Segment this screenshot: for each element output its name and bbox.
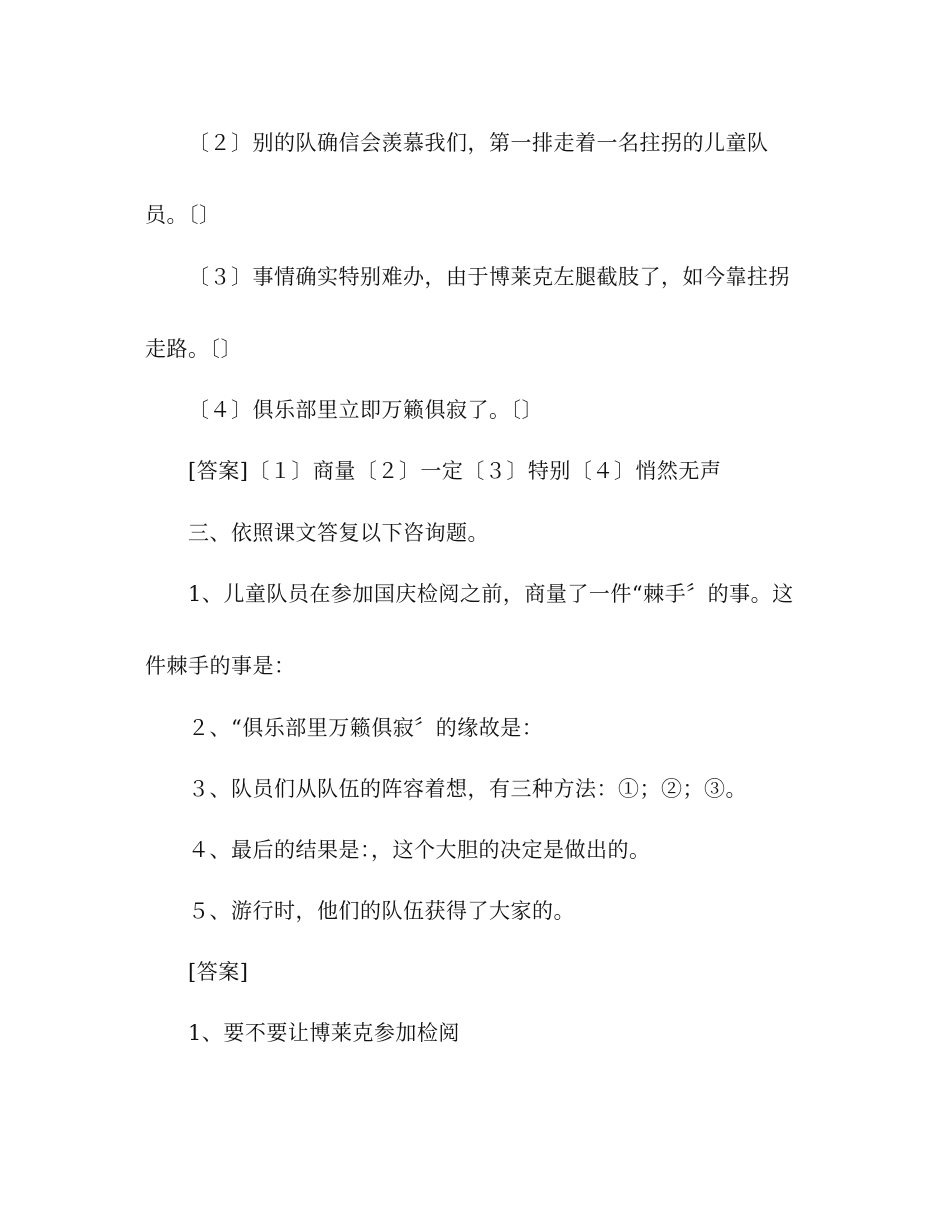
exercise-2-line-1: 〔２〕别的队确信会羡慕我们，第一排走着一名拄拐的儿童队 (188, 131, 769, 155)
answer-heading-part-3: [答案] (188, 960, 249, 984)
question-1-line-1: 1、儿童队员在参加国庆检阅之前，商量了一件“棘手〞的事。这 (188, 582, 794, 606)
question-5-line: ５、游行时，他们的队伍获得了大家的。 (188, 899, 575, 923)
section-3-heading: 三、依照课文答复以下咨询题。 (188, 521, 489, 545)
question-2-line: ２、“俱乐部里万籁俱寂〞的缘故是： (188, 716, 544, 740)
question-1-line-2: 件棘手的事是： (145, 654, 296, 678)
exercise-2-line-2: 员。〔〕 (145, 203, 221, 227)
question-4-line: ４、最后的结果是：，这个大胆的决定是做出的。 (188, 838, 651, 862)
exercise-3-line-2: 走路。〔〕 (145, 337, 242, 361)
answer-1-line: 1、要不要让博莱克参加检阅 (188, 1021, 460, 1045)
exercise-4-line: 〔４〕俱乐部里立即万籁俱寂了。〔〕 (188, 398, 543, 422)
answer-line-part-2: [答案]〔１〕商量〔２〕一定〔３〕特别〔４〕悄然无声 (188, 459, 722, 483)
question-3-line: ３、队员们从队伍的阵容着想，有三种方法：①；②；③。 (188, 777, 747, 801)
exercise-3-line-1: 〔３〕事情确实特别难办，由于博莱克左腿截肢了，如今靠拄拐 (188, 265, 790, 289)
